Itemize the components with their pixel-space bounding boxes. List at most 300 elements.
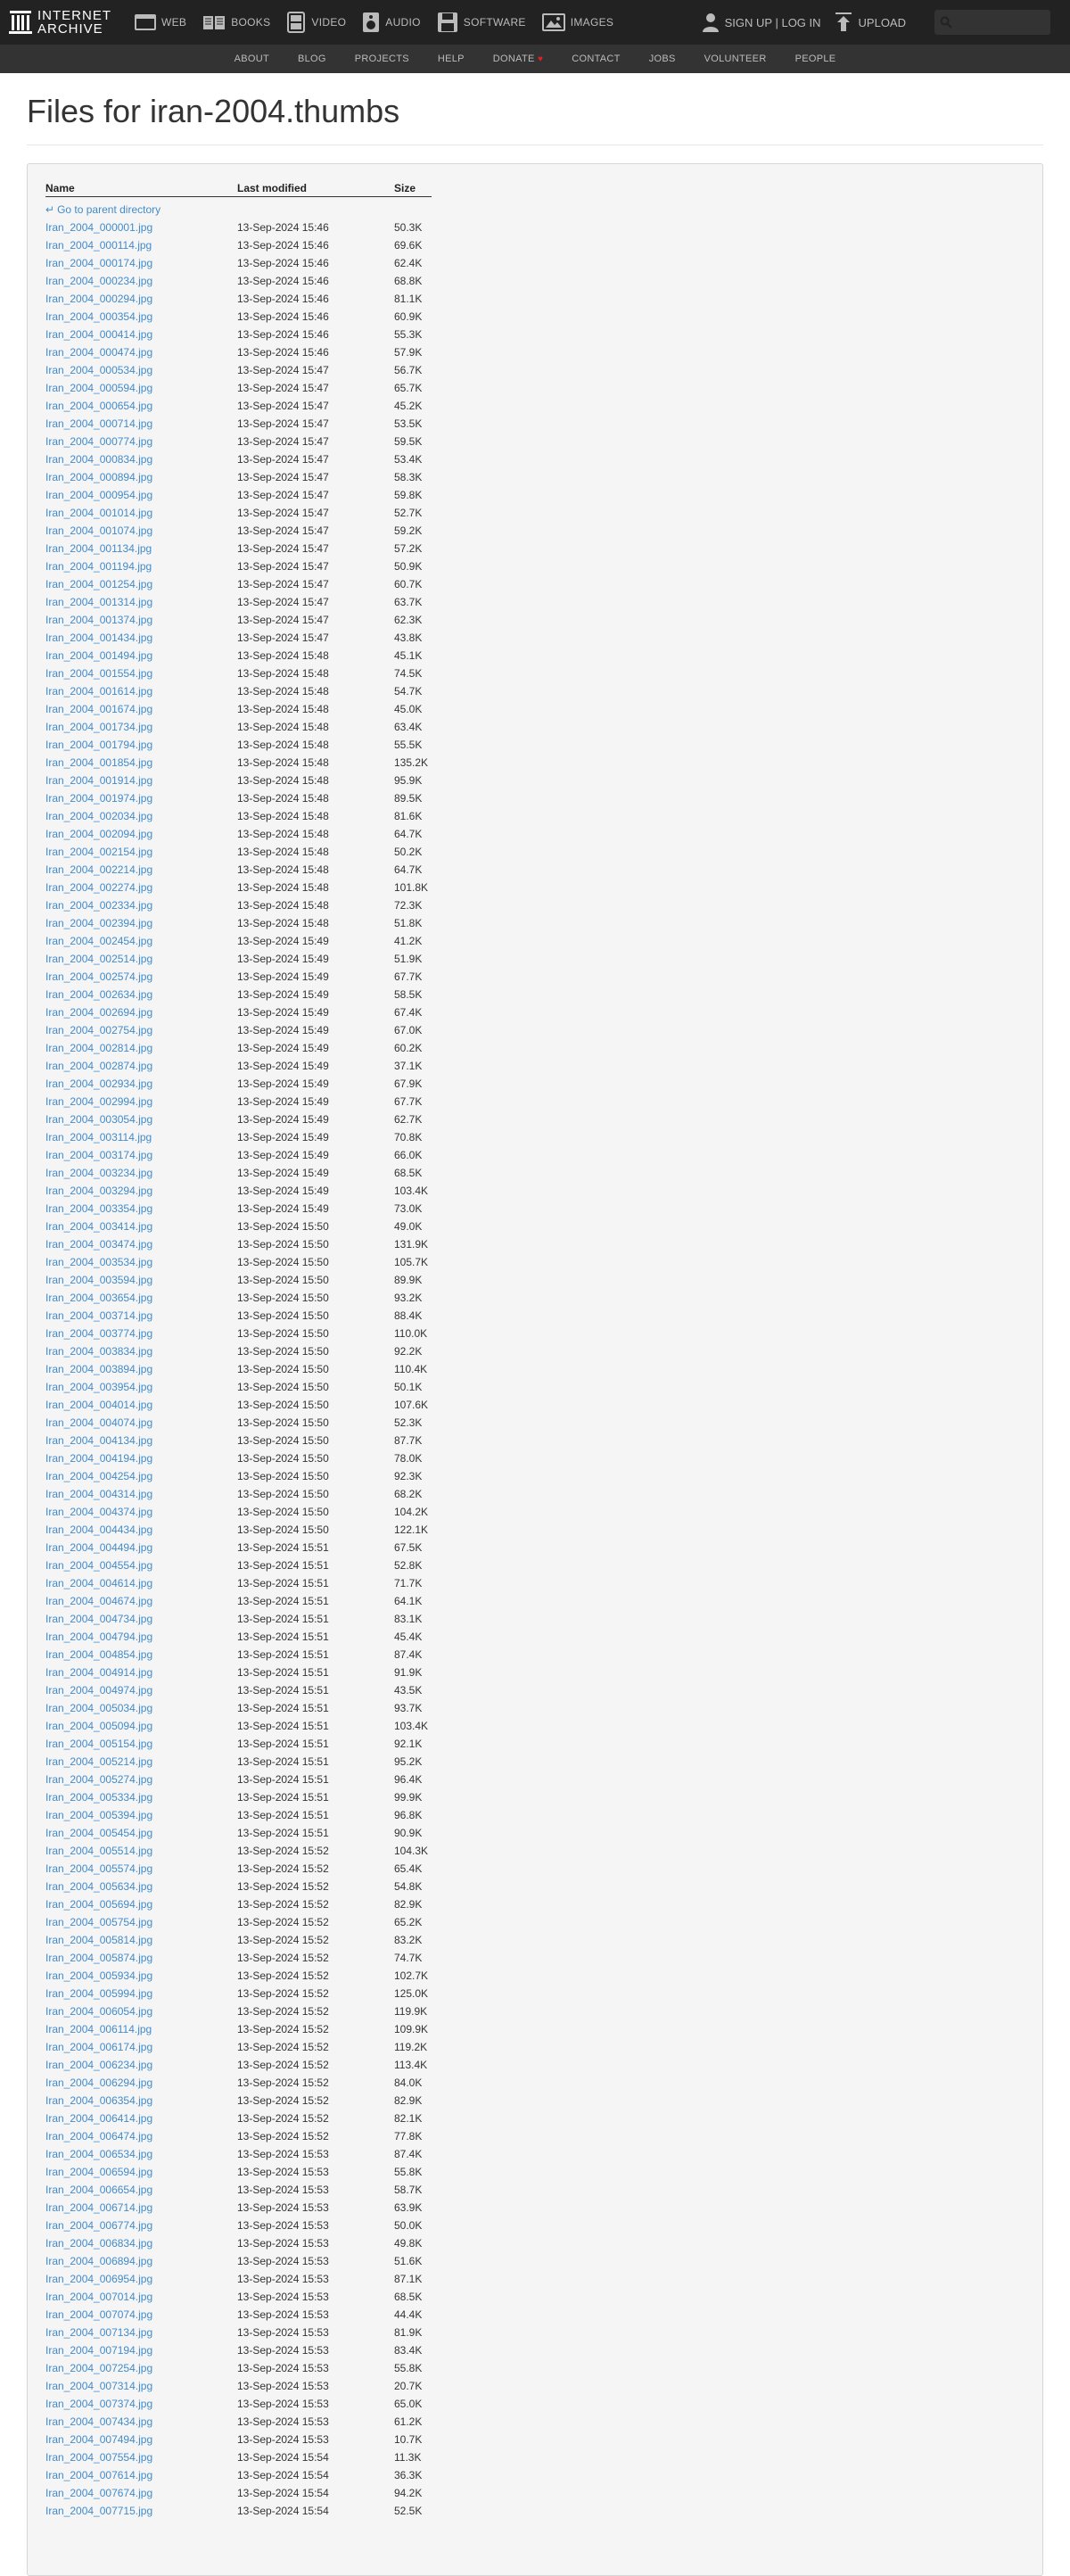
- last-modified-cell: 13-Sep-2024 15:53: [237, 2200, 329, 2214]
- file-link[interactable]: Iran_2004_002574.jpg: [45, 970, 153, 983]
- last-modified-cell: 13-Sep-2024 15:46: [237, 274, 329, 287]
- table-row: [45, 1057, 432, 1075]
- file-link[interactable]: Iran_2004_005994.jpg: [45, 1986, 153, 2000]
- table-row: [45, 575, 432, 593]
- file-link[interactable]: Iran_2004_007314.jpg: [45, 2379, 153, 2392]
- file-link[interactable]: Iran_2004_002034.jpg: [45, 809, 153, 822]
- file-name-cell: [45, 1235, 237, 1253]
- file-link[interactable]: Iran_2004_001914.jpg: [45, 773, 153, 787]
- table-row: [45, 2110, 432, 2127]
- images-icon: [542, 12, 565, 32]
- file-link[interactable]: Iran_2004_001074.jpg: [45, 524, 153, 537]
- file-link[interactable]: Iran_2004_000234.jpg: [45, 274, 153, 287]
- file-link[interactable]: Iran_2004_007554.jpg: [45, 2450, 153, 2464]
- file-link[interactable]: Iran_2004_000774.jpg: [45, 434, 153, 448]
- column-header-name[interactable]: Name: [45, 180, 237, 196]
- table-row: [45, 1075, 432, 1093]
- file-size-cell: 63.7K: [394, 595, 423, 608]
- file-link[interactable]: Iran_2004_005574.jpg: [45, 1862, 153, 1875]
- file-link[interactable]: Iran_2004_000714.jpg: [45, 417, 153, 430]
- file-size-cell: 60.9K: [394, 310, 423, 323]
- file-link[interactable]: Iran_2004_001734.jpg: [45, 720, 153, 733]
- table-row: [45, 2038, 432, 2056]
- file-link[interactable]: Iran_2004_000594.jpg: [45, 381, 153, 394]
- table-row: [45, 308, 432, 326]
- file-link[interactable]: Iran_2004_003234.jpg: [45, 1166, 153, 1179]
- file-link[interactable]: Iran_2004_002814.jpg: [45, 1041, 153, 1054]
- file-link[interactable]: Iran_2004_005634.jpg: [45, 1879, 153, 1893]
- file-name-cell: [45, 1164, 237, 1182]
- file-link[interactable]: Iran_2004_004254.jpg: [45, 1469, 153, 1482]
- file-link[interactable]: Iran_2004_001434.jpg: [45, 631, 153, 644]
- file-link[interactable]: Iran_2004_004974.jpg: [45, 1683, 153, 1697]
- file-link[interactable]: Iran_2004_004554.jpg: [45, 1558, 153, 1572]
- column-header-last-modified[interactable]: Last modified: [237, 180, 394, 196]
- file-link[interactable]: Iran_2004_000001.jpg: [45, 220, 153, 234]
- file-link[interactable]: Iran_2004_003594.jpg: [45, 1273, 153, 1286]
- file-size-cell: 103.4K: [394, 1719, 429, 1732]
- file-link[interactable]: Iran_2004_005154.jpg: [45, 1737, 153, 1750]
- table-row: [45, 1414, 432, 1432]
- last-modified-cell: 13-Sep-2024 15:52: [237, 1986, 329, 2000]
- file-name-cell: [45, 682, 237, 700]
- file-link[interactable]: Iran_2004_006774.jpg: [45, 2218, 153, 2232]
- file-name-cell: [45, 896, 237, 914]
- file-link[interactable]: Iran_2004_003414.jpg: [45, 1219, 153, 1233]
- file-size-cell: 68.8K: [394, 274, 423, 287]
- last-modified-cell: 13-Sep-2024 15:50: [237, 1469, 329, 1482]
- file-size-cell: 65.0K: [394, 2397, 423, 2410]
- last-modified-cell: 13-Sep-2024 15:47: [237, 417, 329, 430]
- file-link[interactable]: Iran_2004_005214.jpg: [45, 1754, 153, 1768]
- file-name-cell: [45, 1432, 237, 1449]
- file-link[interactable]: Iran_2004_000414.jpg: [45, 327, 153, 341]
- file-link[interactable]: Iran_2004_000294.jpg: [45, 292, 153, 305]
- table-row: [45, 361, 432, 379]
- file-size-cell: 53.4K: [394, 452, 423, 466]
- file-link[interactable]: Iran_2004_002694.jpg: [45, 1005, 153, 1019]
- table-row: [45, 2252, 432, 2270]
- file-name-cell: [45, 825, 237, 843]
- file-link[interactable]: Iran_2004_007134.jpg: [45, 2325, 153, 2339]
- file-name-cell: [45, 415, 237, 433]
- file-name-cell: [45, 2252, 237, 2270]
- file-link[interactable]: Iran_2004_006534.jpg: [45, 2147, 153, 2160]
- file-link[interactable]: Iran_2004_004014.jpg: [45, 1398, 153, 1411]
- file-link[interactable]: Iran_2004_006894.jpg: [45, 2254, 153, 2267]
- file-name-cell: [45, 486, 237, 504]
- last-modified-cell: 13-Sep-2024 15:52: [237, 1969, 329, 1982]
- last-modified-cell: 13-Sep-2024 15:48: [237, 666, 329, 680]
- file-size-cell: 60.7K: [394, 577, 423, 590]
- file-size-cell: 99.9K: [394, 1790, 423, 1804]
- file-link[interactable]: Iran_2004_002154.jpg: [45, 845, 153, 858]
- file-link[interactable]: Iran_2004_005814.jpg: [45, 1933, 153, 1946]
- last-modified-cell: 13-Sep-2024 15:53: [237, 2343, 329, 2357]
- table-row: [45, 1432, 432, 1449]
- file-link[interactable]: Iran_2004_001314.jpg: [45, 595, 153, 608]
- file-link[interactable]: Iran_2004_007254.jpg: [45, 2361, 153, 2374]
- file-link[interactable]: Iran_2004_003654.jpg: [45, 1291, 153, 1304]
- file-name-cell: [45, 1753, 237, 1771]
- file-size-cell: 104.2K: [394, 1505, 429, 1518]
- file-name-cell: [45, 950, 237, 968]
- file-link[interactable]: Iran_2004_004434.jpg: [45, 1523, 153, 1536]
- file-size-cell: 87.7K: [394, 1433, 423, 1447]
- nav-web[interactable]: [135, 13, 186, 31]
- last-modified-cell: 13-Sep-2024 15:48: [237, 809, 329, 822]
- file-size-cell: 58.5K: [394, 987, 423, 1001]
- file-size-cell: 122.1K: [394, 1523, 429, 1536]
- file-link[interactable]: Iran_2004_003054.jpg: [45, 1112, 153, 1126]
- file-link[interactable]: Iran_2004_002334.jpg: [45, 898, 153, 912]
- subnav-people[interactable]: PEOPLE: [794, 54, 836, 64]
- last-modified-cell: 13-Sep-2024 15:53: [237, 2272, 329, 2285]
- web-icon: [135, 13, 156, 31]
- table-row: [45, 1396, 432, 1414]
- file-name-cell: [45, 540, 237, 557]
- nav-software[interactable]: [437, 12, 526, 33]
- file-link[interactable]: Iran_2004_002754.jpg: [45, 1023, 153, 1036]
- file-size-cell: 83.2K: [394, 1933, 423, 1946]
- file-name-cell: [45, 2234, 237, 2252]
- file-size-cell: 87.1K: [394, 2272, 423, 2285]
- file-link[interactable]: Iran_2004_004314.jpg: [45, 1487, 153, 1500]
- file-size-cell: 69.6K: [394, 238, 423, 252]
- file-size-cell: 89.5K: [394, 791, 423, 805]
- file-name-cell: [45, 879, 237, 896]
- file-name-cell: [45, 1360, 237, 1378]
- table-row: [45, 415, 432, 433]
- file-link[interactable]: Iran_2004_005334.jpg: [45, 1790, 153, 1804]
- file-link[interactable]: Iran_2004_002274.jpg: [45, 880, 153, 894]
- file-link[interactable]: Iran_2004_000894.jpg: [45, 470, 153, 483]
- file-link[interactable]: Iran_2004_006594.jpg: [45, 2165, 153, 2178]
- file-size-cell: 45.4K: [394, 1630, 423, 1643]
- file-link[interactable]: Iran_2004_005034.jpg: [45, 1701, 153, 1714]
- last-modified-cell: 13-Sep-2024 15:53: [237, 2397, 329, 2410]
- nav-video[interactable]: [286, 12, 346, 33]
- file-link[interactable]: Iran_2004_003894.jpg: [45, 1362, 153, 1375]
- subnav-jobs[interactable]: JOBS: [648, 54, 676, 64]
- file-link[interactable]: Iran_2004_002934.jpg: [45, 1077, 153, 1090]
- file-size-cell: 65.2K: [394, 1915, 423, 1928]
- table-row: [45, 1021, 432, 1039]
- file-link[interactable]: Iran_2004_003534.jpg: [45, 1255, 153, 1268]
- last-modified-cell: 13-Sep-2024 15:52: [237, 1915, 329, 1928]
- file-link[interactable]: Iran_2004_006114.jpg: [45, 2022, 152, 2035]
- file-link[interactable]: Iran_2004_004674.jpg: [45, 1594, 153, 1607]
- file-link[interactable]: Iran_2004_006354.jpg: [45, 2093, 153, 2107]
- file-link[interactable]: Iran_2004_006954.jpg: [45, 2272, 153, 2285]
- table-row: [45, 397, 432, 415]
- file-link[interactable]: Iran_2004_006654.jpg: [45, 2183, 153, 2196]
- file-link[interactable]: Iran_2004_001554.jpg: [45, 666, 153, 680]
- file-name-cell: [45, 1985, 237, 2002]
- last-modified-cell: 13-Sep-2024 15:50: [237, 1398, 329, 1411]
- file-size-cell: 55.8K: [394, 2361, 423, 2374]
- file-link[interactable]: Iran_2004_003354.jpg: [45, 1201, 153, 1215]
- subnav-help[interactable]: HELP: [437, 54, 465, 64]
- last-modified-cell: 13-Sep-2024 15:51: [237, 1594, 329, 1607]
- nav-images[interactable]: [542, 12, 613, 32]
- file-size-cell: 109.9K: [394, 2022, 429, 2035]
- file-link[interactable]: Iran_2004_005934.jpg: [45, 1969, 153, 1982]
- last-modified-cell: 13-Sep-2024 15:50: [237, 1505, 329, 1518]
- file-link[interactable]: Iran_2004_001674.jpg: [45, 702, 153, 715]
- file-link[interactable]: Iran_2004_007715.jpg: [45, 2504, 153, 2517]
- file-link[interactable]: Iran_2004_007494.jpg: [45, 2432, 153, 2446]
- last-modified-cell: 13-Sep-2024 15:48: [237, 916, 329, 929]
- upload-link[interactable]: [835, 12, 906, 32]
- table-row: [45, 1592, 432, 1610]
- file-link[interactable]: Iran_2004_007374.jpg: [45, 2397, 153, 2410]
- file-name-cell: [45, 1592, 237, 1610]
- file-link[interactable]: Iran_2004_000654.jpg: [45, 399, 153, 412]
- file-link[interactable]: Iran_2004_004074.jpg: [45, 1416, 153, 1429]
- file-name-cell: [45, 932, 237, 950]
- logo-line-1: INTERNET: [37, 8, 111, 23]
- signup-login-link[interactable]: [702, 12, 821, 33]
- last-modified-cell: 13-Sep-2024 15:48: [237, 738, 329, 751]
- file-link[interactable]: Iran_2004_004854.jpg: [45, 1647, 153, 1661]
- file-name-cell: [45, 1895, 237, 1913]
- file-link[interactable]: Iran_2004_004134.jpg: [45, 1433, 153, 1447]
- file-link[interactable]: Iran_2004_001014.jpg: [45, 506, 153, 519]
- file-link[interactable]: Iran_2004_002874.jpg: [45, 1059, 153, 1072]
- last-modified-cell: 13-Sep-2024 15:48: [237, 755, 329, 769]
- file-link[interactable]: Iran_2004_006414.jpg: [45, 2111, 153, 2125]
- table-row: [45, 2377, 432, 2395]
- subnav-about[interactable]: ABOUT: [234, 54, 269, 64]
- last-modified-cell: 13-Sep-2024 15:52: [237, 1933, 329, 1946]
- last-modified-cell: 13-Sep-2024 15:52: [237, 2040, 329, 2053]
- subnav-blog[interactable]: BLOG: [298, 54, 326, 64]
- file-link[interactable]: Iran_2004_002634.jpg: [45, 987, 153, 1001]
- last-modified-cell: 13-Sep-2024 15:47: [237, 559, 329, 573]
- file-size-cell: 44.4K: [394, 2308, 423, 2321]
- file-size-cell: 55.5K: [394, 738, 423, 751]
- file-size-cell: 95.9K: [394, 773, 423, 787]
- file-name-cell: [45, 361, 237, 379]
- file-size-cell: 83.1K: [394, 1612, 423, 1625]
- table-row: [45, 736, 432, 754]
- file-link[interactable]: Iran_2004_006294.jpg: [45, 2076, 153, 2089]
- file-link[interactable]: Iran_2004_000954.jpg: [45, 488, 153, 501]
- table-row: [45, 807, 432, 825]
- file-link[interactable]: Iran_2004_001494.jpg: [45, 648, 153, 662]
- file-name-cell: [45, 2306, 237, 2324]
- subnav-projects[interactable]: PROJECTS: [354, 54, 409, 64]
- file-link[interactable]: Iran_2004_003774.jpg: [45, 1326, 153, 1340]
- table-row: [45, 1664, 432, 1681]
- table-row: [45, 433, 432, 450]
- file-size-cell: 83.4K: [394, 2343, 423, 2357]
- file-link[interactable]: Iran_2004_002994.jpg: [45, 1094, 153, 1108]
- file-link[interactable]: Iran_2004_003834.jpg: [45, 1344, 153, 1358]
- last-modified-cell: 13-Sep-2024 15:52: [237, 2093, 329, 2107]
- table-row: [45, 1699, 432, 1717]
- file-link[interactable]: Iran_2004_005514.jpg: [45, 1844, 153, 1857]
- file-link[interactable]: Iran_2004_005874.jpg: [45, 1951, 153, 1964]
- file-link[interactable]: Iran_2004_006234.jpg: [45, 2058, 153, 2071]
- file-name-cell: [45, 2163, 237, 2181]
- file-link[interactable]: Iran_2004_002454.jpg: [45, 934, 153, 947]
- internet-archive-logo[interactable]: [9, 9, 111, 36]
- file-link[interactable]: Iran_2004_005274.jpg: [45, 1772, 153, 1786]
- last-modified-cell: 13-Sep-2024 15:53: [237, 2308, 329, 2321]
- last-modified-cell: 13-Sep-2024 15:52: [237, 1844, 329, 1857]
- file-size-cell: 89.9K: [394, 1273, 423, 1286]
- file-link[interactable]: Iran_2004_001974.jpg: [45, 791, 153, 805]
- subnav-contact[interactable]: CONTACT: [572, 54, 621, 64]
- table-row: [45, 2324, 432, 2341]
- last-modified-cell: 13-Sep-2024 15:52: [237, 2111, 329, 2125]
- subnav-donate[interactable]: [493, 54, 543, 64]
- column-header-size[interactable]: Size: [394, 180, 432, 196]
- file-link[interactable]: Iran_2004_003294.jpg: [45, 1184, 153, 1197]
- file-link[interactable]: Iran_2004_002394.jpg: [45, 916, 153, 929]
- last-modified-cell: 13-Sep-2024 15:50: [237, 1273, 329, 1286]
- file-size-cell: 52.8K: [394, 1558, 423, 1572]
- file-link[interactable]: Iran_2004_006714.jpg: [45, 2200, 153, 2214]
- file-link[interactable]: Iran_2004_005454.jpg: [45, 1826, 153, 1839]
- nav-audio[interactable]: [362, 12, 421, 33]
- file-link[interactable]: Iran_2004_002094.jpg: [45, 827, 153, 840]
- file-name-cell: [45, 575, 237, 593]
- file-link[interactable]: Iran_2004_006174.jpg: [45, 2040, 153, 2053]
- last-modified-cell: 13-Sep-2024 15:47: [237, 595, 329, 608]
- file-link[interactable]: Iran_2004_007074.jpg: [45, 2308, 153, 2321]
- file-link[interactable]: Iran_2004_006054.jpg: [45, 2004, 153, 2018]
- file-name-cell: [45, 2056, 237, 2074]
- file-link[interactable]: Iran_2004_000534.jpg: [45, 363, 153, 376]
- file-name-cell: [45, 522, 237, 540]
- file-link[interactable]: Iran_2004_000834.jpg: [45, 452, 153, 466]
- file-name-cell: [45, 2448, 237, 2466]
- top-nav: [0, 0, 1070, 45]
- file-link[interactable]: Iran_2004_001134.jpg: [45, 541, 152, 555]
- table-row: [45, 1574, 432, 1592]
- table-row: [45, 682, 432, 700]
- file-link[interactable]: Iran_2004_003114.jpg: [45, 1130, 152, 1144]
- file-name-cell: [45, 2181, 237, 2199]
- last-modified-cell: 13-Sep-2024 15:46: [237, 256, 329, 269]
- file-link[interactable]: Iran_2004_003714.jpg: [45, 1309, 153, 1322]
- file-size-cell: 55.8K: [394, 2165, 423, 2178]
- file-link[interactable]: Iran_2004_006834.jpg: [45, 2236, 153, 2250]
- last-modified-cell: 13-Sep-2024 15:48: [237, 863, 329, 876]
- file-name-cell: [45, 1146, 237, 1164]
- file-size-cell: 61.2K: [394, 2415, 423, 2428]
- last-modified-cell: 13-Sep-2024 15:52: [237, 1951, 329, 1964]
- file-link[interactable]: Iran_2004_007614.jpg: [45, 2468, 153, 2481]
- table-row: [45, 219, 432, 236]
- file-link[interactable]: Iran_2004_001254.jpg: [45, 577, 153, 590]
- file-size-cell: 50.9K: [394, 559, 423, 573]
- file-name-cell: [45, 629, 237, 647]
- file-link[interactable]: Iran_2004_000174.jpg: [45, 256, 153, 269]
- file-link[interactable]: Iran_2004_001854.jpg: [45, 755, 153, 769]
- file-link[interactable]: Iran_2004_005754.jpg: [45, 1915, 153, 1928]
- file-size-cell: 66.0K: [394, 1148, 423, 1161]
- last-modified-cell: 13-Sep-2024 15:47: [237, 613, 329, 626]
- file-name-cell: [45, 308, 237, 326]
- subnav-volunteer[interactable]: VOLUNTEER: [704, 54, 767, 64]
- last-modified-cell: 13-Sep-2024 15:51: [237, 1808, 329, 1821]
- file-name-cell: [45, 2020, 237, 2038]
- file-link[interactable]: Iran_2004_002214.jpg: [45, 863, 153, 876]
- file-size-cell: 60.2K: [394, 1041, 423, 1054]
- table-row: [45, 2020, 432, 2038]
- file-link[interactable]: Iran_2004_004494.jpg: [45, 1540, 153, 1554]
- file-name-cell: [45, 665, 237, 682]
- file-link[interactable]: Iran_2004_005394.jpg: [45, 1808, 153, 1821]
- file-link[interactable]: Iran_2004_005694.jpg: [45, 1897, 153, 1911]
- file-size-cell: 93.7K: [394, 1701, 423, 1714]
- nav-books[interactable]: [202, 13, 270, 31]
- file-link[interactable]: Iran_2004_003474.jpg: [45, 1237, 153, 1251]
- file-link[interactable]: Iran_2004_001374.jpg: [45, 613, 153, 626]
- table-row: [45, 2413, 432, 2431]
- last-modified-cell: 13-Sep-2024 15:53: [237, 2361, 329, 2374]
- file-link[interactable]: Iran_2004_003954.jpg: [45, 1380, 153, 1393]
- file-size-cell: 57.9K: [394, 345, 423, 359]
- file-size-cell: 101.8K: [394, 880, 429, 894]
- parent-directory-link[interactable]: [45, 203, 160, 216]
- table-row: [45, 540, 432, 557]
- table-row: [45, 2502, 432, 2520]
- file-link[interactable]: Iran_2004_001614.jpg: [45, 684, 153, 698]
- last-modified-cell: 13-Sep-2024 15:47: [237, 470, 329, 483]
- file-size-cell: 65.4K: [394, 1862, 423, 1875]
- file-link[interactable]: Iran_2004_000114.jpg: [45, 238, 152, 252]
- table-row: [45, 1628, 432, 1646]
- last-modified-cell: 13-Sep-2024 15:49: [237, 1201, 329, 1215]
- last-modified-cell: 13-Sep-2024 15:46: [237, 220, 329, 234]
- file-name-cell: [45, 1949, 237, 1967]
- file-link[interactable]: Iran_2004_003174.jpg: [45, 1148, 153, 1161]
- file-link[interactable]: Iran_2004_005094.jpg: [45, 1719, 153, 1732]
- table-row: [45, 236, 432, 254]
- last-modified-cell: 13-Sep-2024 15:49: [237, 1166, 329, 1179]
- file-link[interactable]: Iran_2004_007014.jpg: [45, 2290, 153, 2303]
- file-link[interactable]: Iran_2004_000474.jpg: [45, 345, 153, 359]
- table-row: [45, 1717, 432, 1735]
- last-modified-cell: 13-Sep-2024 15:53: [237, 2379, 329, 2392]
- file-link[interactable]: Iran_2004_007194.jpg: [45, 2343, 153, 2357]
- file-link[interactable]: Iran_2004_004614.jpg: [45, 1576, 153, 1589]
- file-name-cell: [45, 1021, 237, 1039]
- file-link[interactable]: Iran_2004_007434.jpg: [45, 2415, 153, 2428]
- file-link[interactable]: Iran_2004_004734.jpg: [45, 1612, 153, 1625]
- table-row: [45, 950, 432, 968]
- file-link[interactable]: Iran_2004_006474.jpg: [45, 2129, 153, 2143]
- search-input[interactable]: [934, 10, 1050, 35]
- file-size-cell: 105.7K: [394, 1255, 429, 1268]
- file-link[interactable]: Iran_2004_001794.jpg: [45, 738, 153, 751]
- file-link[interactable]: Iran_2004_004914.jpg: [45, 1665, 153, 1679]
- file-link[interactable]: Iran_2004_007674.jpg: [45, 2486, 153, 2499]
- file-link[interactable]: Iran_2004_004794.jpg: [45, 1630, 153, 1643]
- file-link[interactable]: Iran_2004_004374.jpg: [45, 1505, 153, 1518]
- file-link[interactable]: Iran_2004_000354.jpg: [45, 310, 153, 323]
- file-link[interactable]: Iran_2004_004194.jpg: [45, 1451, 153, 1465]
- file-link[interactable]: Iran_2004_001194.jpg: [45, 559, 152, 573]
- file-link[interactable]: Iran_2004_002514.jpg: [45, 952, 153, 965]
- nav-books-label: BOOKS: [231, 16, 271, 29]
- table-row: [45, 789, 432, 807]
